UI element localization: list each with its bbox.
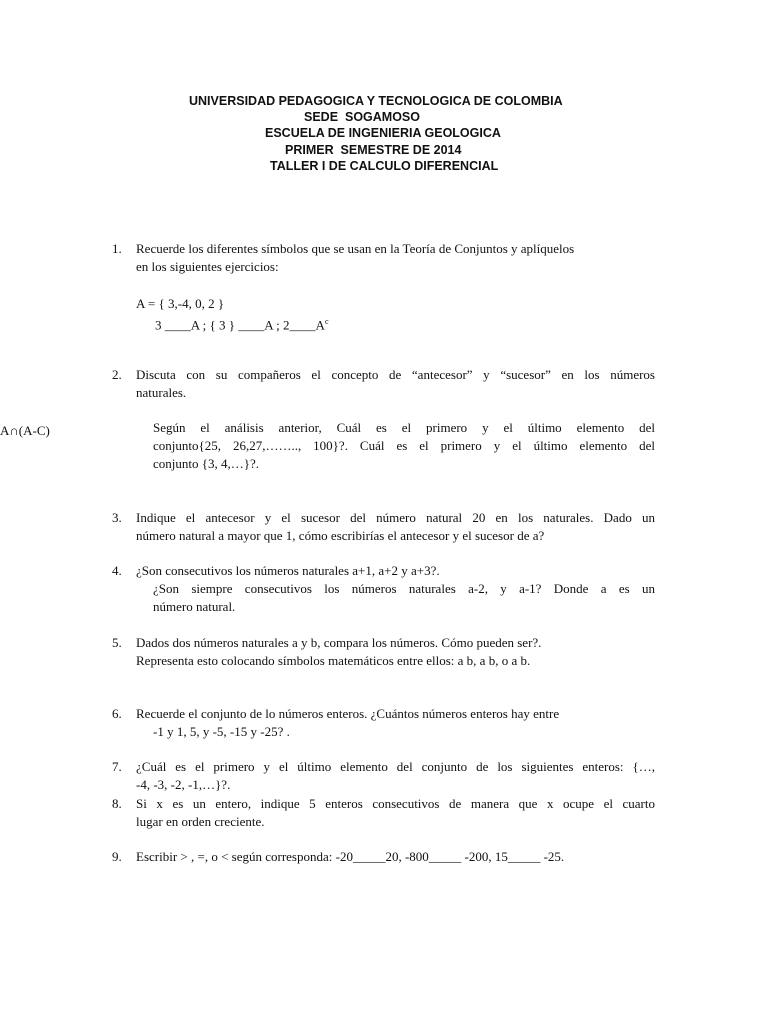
item-text: Si x es un entero, indique 5 enteros consecutivos de manera que x ocupe el cuarto xyxy=(136,796,655,811)
set-operations-text: 3 ____A ; { 3 } ____A ; 2____A xyxy=(155,317,325,333)
item-number: 5. xyxy=(112,635,122,650)
item-number: 7. xyxy=(112,759,122,774)
item-number: 4. xyxy=(112,563,122,578)
item-number: 1. xyxy=(112,241,122,256)
item-subtext: número natural. xyxy=(153,599,236,614)
item-number: 6. xyxy=(112,706,122,721)
header-escuela: ESCUELA DE INGENIERIA GEOLOGICA xyxy=(265,126,501,140)
item-text: Escribir > , =, o < según corresponda: -20_____20, -800_____ -200, 15_____ -25. xyxy=(136,849,565,864)
complement-superscript: c xyxy=(324,317,329,326)
item-subtext: conjunto {3, 4,…}?. xyxy=(153,456,259,471)
item-text: en los siguientes ejercicios: xyxy=(136,259,279,274)
header-semestre: PRIMER SEMESTRE DE 2014 xyxy=(285,143,462,157)
item-text: naturales. xyxy=(136,385,187,400)
item-text: número natural a mayor que 1, cómo escribirías el antecesor y el sucesor de a? xyxy=(136,528,545,543)
item-text: -4, -3, -2, -1,…}?. xyxy=(136,777,231,792)
item-text: Indique el antecesor y el sucesor del número natural 20 en los naturales. Dado un xyxy=(136,510,655,525)
item-text: ¿Cuál es el primero y el último elemento del conjunto de los siguientes enteros: {…, xyxy=(136,759,655,774)
item-subtext: -1 y 1, 5, y -5, -15 y -25? . xyxy=(153,724,290,739)
set-definition: A = { 3,-4, 0, 2 } xyxy=(136,296,225,311)
item-subtext: ¿Son siempre consecutivos los números naturales a-2, y a-1? Donde a es un xyxy=(153,581,655,596)
item-text: lugar en orden creciente. xyxy=(136,814,265,829)
item-text: Recuerde los diferentes símbolos que se usan en la Teoría de Conjuntos y aplíquelos xyxy=(136,241,575,256)
item-text: Recuerde el conjunto de lo números enteros. ¿Cuántos números enteros hay entre xyxy=(136,706,560,721)
item-number: 8. xyxy=(112,796,122,811)
item-number: 9. xyxy=(112,849,122,864)
header-taller: TALLER I DE CALCULO DIFERENCIAL xyxy=(270,159,499,173)
item-number: 2. xyxy=(112,367,122,382)
header-university: UNIVERSIDAD PEDAGOGICA Y TECNOLOGICA DE COLOMBIA xyxy=(189,94,563,108)
item-text: ¿Son consecutivos los números naturales a+1, a+2 y a+3?. xyxy=(136,563,440,578)
item-number: 3. xyxy=(112,510,122,525)
item-text: Discuta con su compañeros el concepto de “antecesor” y “sucesor” en los números xyxy=(136,367,655,382)
item-subtext: conjunto{25, 26,27,…….., 100}?. Cuál es el primero y el último elemento del xyxy=(153,438,655,453)
set-operations xyxy=(155,313,329,334)
item-text: Dados dos números naturales a y b, compara los números. Cómo pueden ser?. xyxy=(136,635,542,650)
item-subtext: Según el análisis anterior, Cuál es el primero y el último elemento del xyxy=(153,420,655,435)
margin-note: A∩(A-C) xyxy=(0,423,50,438)
header-sede: SEDE SOGAMOSO xyxy=(304,110,420,124)
item-text: Representa esto colocando símbolos matemáticos entre ellos: a b, a b, o a b. xyxy=(136,653,531,668)
